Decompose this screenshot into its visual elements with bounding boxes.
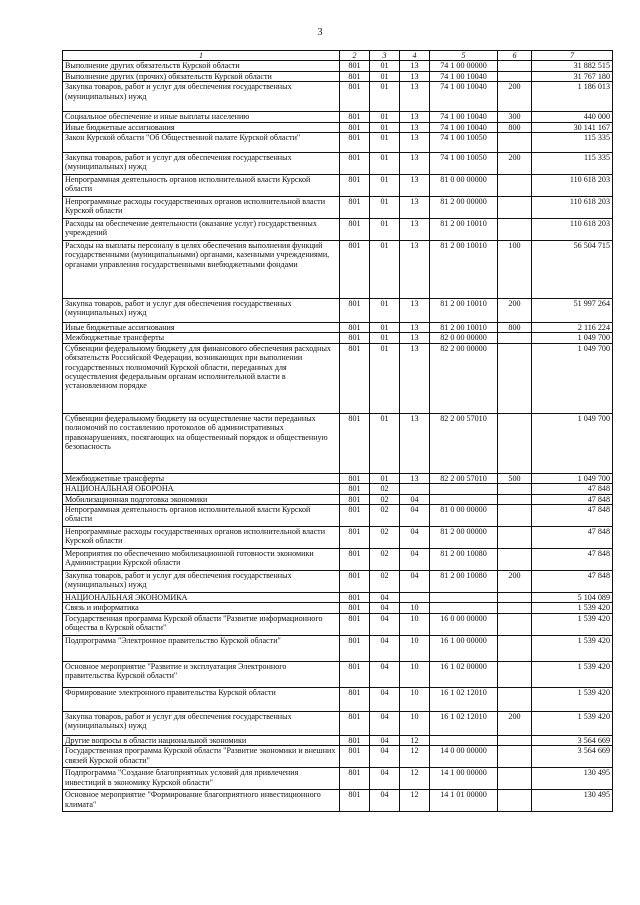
row-subsection-code: 10 [400,635,430,661]
row-name: Подпрограмма "Создание благоприятных условий для привлечения инвестиций в экономику Курской области" [63,768,340,790]
row-expense-type: 200 [498,153,532,175]
row-ministry-code: 801 [340,735,370,745]
row-section-code: 04 [370,593,400,603]
row-subsection-code: 04 [400,494,430,504]
table-row [63,768,613,790]
row-expense-type: 200 [498,82,532,112]
table-row [63,122,613,132]
table-row [63,241,613,299]
row-amount: 1 539 420 [532,711,613,735]
row-section-code: 02 [370,494,400,504]
row-section-code: 04 [370,746,400,768]
table-row [63,549,613,571]
row-target-code: 74 1 00 10040 [430,122,498,132]
row-subsection-code: 13 [400,343,430,413]
row-name: Формирование электронного правительства Курской области [63,687,340,711]
header-col-7: 7 [532,51,613,61]
row-name: Социальное обеспечение и иные выплаты населению [63,112,340,122]
table-row [63,613,613,635]
row-amount: 47 848 [532,549,613,571]
row-section-code: 01 [370,219,400,241]
row-section-code: 01 [370,133,400,153]
row-subsection-code: 13 [400,299,430,323]
row-expense-type [498,61,532,71]
row-amount: 130 495 [532,768,613,790]
row-ministry-code: 801 [340,661,370,687]
row-amount: 47 848 [532,505,613,527]
table-row [63,197,613,219]
row-subsection-code: 13 [400,197,430,219]
row-expense-type [498,768,532,790]
table-row [63,61,613,71]
row-subsection-code: 13 [400,323,430,333]
row-name: Иные бюджетные ассигнования [63,122,340,132]
row-expense-type [498,593,532,603]
row-section-code: 02 [370,505,400,527]
row-subsection-code: 12 [400,768,430,790]
row-expense-type: 800 [498,122,532,132]
row-expense-type: 800 [498,323,532,333]
table-row [63,175,613,197]
row-amount: 5 104 089 [532,593,613,603]
row-section-code: 01 [370,323,400,333]
table-row [63,153,613,175]
row-subsection-code: 10 [400,603,430,613]
row-target-code: 74 1 00 10040 [430,112,498,122]
row-section-code: 04 [370,735,400,745]
row-expense-type [498,484,532,494]
table-row [63,112,613,122]
row-expense-type [498,413,532,473]
row-target-code: 81 2 00 00000 [430,527,498,549]
row-target-code: 14 1 00 00000 [430,768,498,790]
row-expense-type: 200 [498,299,532,323]
row-amount: 1 049 700 [532,343,613,413]
budget-table [62,50,613,812]
row-ministry-code: 801 [340,219,370,241]
table-row [63,635,613,661]
row-amount: 1 539 420 [532,661,613,687]
row-subsection-code [400,484,430,494]
row-ministry-code: 801 [340,746,370,768]
row-ministry-code: 801 [340,61,370,71]
row-target-code [430,494,498,504]
row-ministry-code: 801 [340,122,370,132]
row-name: Закупка товаров, работ и услуг для обеспечения государственных (муниципальных) нужд [63,571,340,593]
row-section-code: 01 [370,343,400,413]
header-col-5: 5 [430,51,498,61]
row-subsection-code: 13 [400,112,430,122]
table-row [63,299,613,323]
table-row [63,333,613,343]
header-col-4: 4 [400,51,430,61]
row-name: Закон Курской области "Об Общественной палате Курской области" [63,133,340,153]
row-subsection-code: 13 [400,153,430,175]
row-subsection-code: 13 [400,413,430,473]
table-row [63,711,613,735]
row-ministry-code: 801 [340,549,370,571]
row-ministry-code: 801 [340,343,370,413]
row-ministry-code: 801 [340,71,370,81]
row-name: Выполнение других обязательств Курской области [63,61,340,71]
header-col-1: 1 [63,51,340,61]
row-name: Субвенции федеральному бюджету на осуществление части переданных полномочий по составлению протоколов об административных правонарушениях, посягающих на общественный порядок и общественную безопасность [63,413,340,473]
row-amount: 1 539 420 [532,613,613,635]
row-target-code: 81 2 00 10080 [430,571,498,593]
row-expense-type [498,735,532,745]
row-amount: 2 116 224 [532,323,613,333]
row-expense-type [498,505,532,527]
row-target-code: 81 2 00 10010 [430,299,498,323]
row-subsection-code: 10 [400,661,430,687]
header-col-6: 6 [498,51,532,61]
row-expense-type [498,613,532,635]
row-ministry-code: 801 [340,413,370,473]
row-expense-type [498,790,532,812]
row-ministry-code: 801 [340,790,370,812]
row-amount: 1 049 700 [532,473,613,483]
row-amount: 130 495 [532,790,613,812]
row-expense-type: 200 [498,571,532,593]
row-target-code [430,484,498,494]
row-target-code: 14 1 01 00000 [430,790,498,812]
row-amount: 1 049 700 [532,413,613,473]
table-row [63,473,613,483]
row-target-code [430,735,498,745]
row-name: Непрограммные расходы государственных органов исполнительной власти Курской области [63,527,340,549]
table-row [63,133,613,153]
row-subsection-code: 13 [400,71,430,81]
row-ministry-code: 801 [340,768,370,790]
row-subsection-code: 13 [400,219,430,241]
row-subsection-code: 13 [400,175,430,197]
row-name: Закупка товаров, работ и услуг для обеспечения государственных (муниципальных) нужд [63,711,340,735]
row-name: Государственная программа Курской области "Развитие экономики и внешних связей Курской области" [63,746,340,768]
row-expense-type [498,197,532,219]
row-amount: 110 618 203 [532,219,613,241]
row-subsection-code: 10 [400,613,430,635]
row-subsection-code: 13 [400,82,430,112]
row-section-code: 01 [370,413,400,473]
row-target-code: 81 2 00 10010 [430,323,498,333]
row-subsection-code: 13 [400,333,430,343]
row-ministry-code: 801 [340,635,370,661]
row-expense-type: 100 [498,241,532,299]
row-name: Межбюджетные трансферты [63,333,340,343]
row-expense-type [498,71,532,81]
row-amount: 1 539 420 [532,635,613,661]
table-row [63,71,613,81]
row-subsection-code: 12 [400,790,430,812]
row-target-code: 14 0 00 00000 [430,746,498,768]
row-name: Подпрограмма "Электронное правительство Курской области" [63,635,340,661]
row-amount: 47 848 [532,484,613,494]
row-subsection-code [400,593,430,603]
row-expense-type [498,603,532,613]
table-row [63,527,613,549]
row-name: Закупка товаров, работ и услуг для обеспечения государственных (муниципальных) нужд [63,299,340,323]
row-name: НАЦИОНАЛЬНАЯ ОБОРОНА [63,484,340,494]
row-name: Субвенции федеральному бюджету для финансового обеспечения расходных обязательств Российской Федерации, возникающих при выполнении государственных полномочий Курской области, переданных для осуществления федеральным органам исполнительной власти в установленном порядке [63,343,340,413]
row-expense-type [498,549,532,571]
table-row [63,687,613,711]
row-section-code: 02 [370,549,400,571]
row-target-code: 16 1 00 00000 [430,635,498,661]
row-name: НАЦИОНАЛЬНАЯ ЭКОНОМИКА [63,593,340,603]
row-ministry-code: 801 [340,613,370,635]
row-section-code: 02 [370,484,400,494]
row-section-code: 02 [370,527,400,549]
row-expense-type: 300 [498,112,532,122]
row-amount: 3 564 669 [532,746,613,768]
row-ministry-code: 801 [340,197,370,219]
row-section-code: 01 [370,112,400,122]
row-name: Непрограммные расходы государственных органов исполнительной власти Курской области [63,197,340,219]
table-row [63,735,613,745]
row-expense-type [498,333,532,343]
row-ministry-code: 801 [340,241,370,299]
row-target-code: 81 0 00 00000 [430,175,498,197]
row-amount: 1 539 420 [532,603,613,613]
row-subsection-code: 12 [400,735,430,745]
row-section-code: 04 [370,661,400,687]
row-expense-type [498,746,532,768]
table-row [63,343,613,413]
header-row [63,51,613,61]
row-name: Основное мероприятие "Развитие и эксплуатация Электронного правительства Курской области" [63,661,340,687]
row-amount: 115 335 [532,153,613,175]
row-target-code: 16 0 00 00000 [430,613,498,635]
row-name: Расходы на обеспечение деятельности (оказание услуг) государственных учреждений [63,219,340,241]
row-target-code: 81 0 00 00000 [430,505,498,527]
row-ministry-code: 801 [340,687,370,711]
row-section-code: 01 [370,175,400,197]
row-target-code: 81 2 00 10010 [430,219,498,241]
row-amount: 47 848 [532,527,613,549]
row-expense-type [498,219,532,241]
row-target-code: 81 2 00 00000 [430,197,498,219]
row-ministry-code: 801 [340,494,370,504]
row-target-code: 82 0 00 00000 [430,333,498,343]
row-subsection-code: 04 [400,527,430,549]
row-target-code: 16 1 02 12010 [430,711,498,735]
row-ministry-code: 801 [340,603,370,613]
row-section-code: 04 [370,603,400,613]
row-section-code: 01 [370,197,400,219]
table-row [63,219,613,241]
table-row [63,494,613,504]
row-amount: 56 504 715 [532,241,613,299]
row-section-code: 01 [370,71,400,81]
row-name: Закупка товаров, работ и услуг для обеспечения государственных (муниципальных) нужд [63,82,340,112]
table-row [63,323,613,333]
row-ministry-code: 801 [340,153,370,175]
row-name: Мобилизационная подготовка экономики [63,494,340,504]
row-section-code: 01 [370,82,400,112]
row-subsection-code: 04 [400,505,430,527]
row-section-code: 01 [370,61,400,71]
row-section-code: 01 [370,473,400,483]
row-section-code: 04 [370,790,400,812]
row-expense-type [498,343,532,413]
row-section-code: 04 [370,613,400,635]
row-target-code: 81 2 00 10010 [430,241,498,299]
row-ministry-code: 801 [340,299,370,323]
row-amount: 31 767 180 [532,71,613,81]
table-row [63,413,613,473]
table-row [63,484,613,494]
table-row [63,603,613,613]
row-expense-type [498,133,532,153]
row-ministry-code: 801 [340,484,370,494]
row-target-code: 74 1 00 10050 [430,153,498,175]
page-number: 3 [317,27,323,38]
row-expense-type [498,494,532,504]
row-target-code: 74 1 00 10040 [430,71,498,81]
row-target-code: 82 2 00 00000 [430,343,498,413]
row-expense-type [498,635,532,661]
row-name: Основное мероприятие "Формирование благоприятного инвестиционного климата" [63,790,340,812]
header-col-3: 3 [370,51,400,61]
row-subsection-code: 13 [400,133,430,153]
row-subsection-code: 10 [400,687,430,711]
row-expense-type: 500 [498,473,532,483]
row-name: Государственная программа Курской области "Развитие информационного общества в Курской области" [63,613,340,635]
table-row [63,82,613,112]
table-row [63,661,613,687]
row-ministry-code: 801 [340,593,370,603]
row-target-code: 74 1 00 10040 [430,82,498,112]
table-row [63,746,613,768]
row-amount: 31 882 515 [532,61,613,71]
row-section-code: 01 [370,241,400,299]
row-amount: 110 618 203 [532,197,613,219]
row-ministry-code: 801 [340,571,370,593]
row-section-code: 01 [370,333,400,343]
row-section-code: 01 [370,299,400,323]
row-ministry-code: 801 [340,473,370,483]
table-row [63,505,613,527]
row-ministry-code: 801 [340,82,370,112]
row-expense-type: 200 [498,711,532,735]
row-subsection-code: 13 [400,122,430,132]
row-target-code: 82 2 00 57010 [430,413,498,473]
row-subsection-code: 13 [400,241,430,299]
row-section-code: 01 [370,153,400,175]
row-target-code [430,603,498,613]
row-amount: 115 335 [532,133,613,153]
row-subsection-code: 04 [400,571,430,593]
row-name: Мероприятия по обеспечению мобилизационной готовности экономики Администрации Курской области [63,549,340,571]
row-name: Межбюджетные трансферты [63,473,340,483]
row-ministry-code: 801 [340,333,370,343]
table-row [63,571,613,593]
row-ministry-code: 801 [340,133,370,153]
row-amount: 30 141 167 [532,122,613,132]
row-name: Выполнение других (прочих) обязательств Курской области [63,71,340,81]
row-amount: 3 564 669 [532,735,613,745]
row-subsection-code: 13 [400,473,430,483]
row-name: Закупка товаров, работ и услуг для обеспечения государственных (муниципальных) нужд [63,153,340,175]
row-subsection-code: 12 [400,746,430,768]
row-amount: 1 186 013 [532,82,613,112]
row-section-code: 04 [370,687,400,711]
row-amount: 1 539 420 [532,687,613,711]
row-section-code: 01 [370,122,400,132]
table-row [63,593,613,603]
row-target-code: 82 2 00 57010 [430,473,498,483]
row-name: Расходы на выплаты персоналу в целях обеспечения выполнения функций государственными (муниципальными) органами, казенными учреждениями, органами управления государственными внебюджетными фондами [63,241,340,299]
row-ministry-code: 801 [340,112,370,122]
row-name: Непрограммная деятельность органов исполнительной власти Курской области [63,175,340,197]
table-row [63,790,613,812]
row-expense-type [498,527,532,549]
row-name: Связь и информатика [63,603,340,613]
row-name: Иные бюджетные ассигнования [63,323,340,333]
row-name: Другие вопросы в области национальной экономики [63,735,340,745]
row-ministry-code: 801 [340,175,370,197]
row-expense-type [498,175,532,197]
row-ministry-code: 801 [340,323,370,333]
row-target-code: 16 1 02 12010 [430,687,498,711]
row-subsection-code: 13 [400,61,430,71]
row-amount: 110 618 203 [532,175,613,197]
row-amount: 51 997 264 [532,299,613,323]
row-section-code: 04 [370,711,400,735]
row-amount: 47 848 [532,571,613,593]
row-ministry-code: 801 [340,505,370,527]
row-name: Непрограммная деятельность органов исполнительной власти Курской области [63,505,340,527]
row-subsection-code: 10 [400,711,430,735]
row-target-code: 16 1 02 00000 [430,661,498,687]
row-amount: 1 049 700 [532,333,613,343]
row-section-code: 02 [370,571,400,593]
row-section-code: 04 [370,635,400,661]
row-ministry-code: 801 [340,711,370,735]
header-col-2: 2 [340,51,370,61]
row-section-code: 04 [370,768,400,790]
row-expense-type [498,687,532,711]
row-amount: 47 848 [532,494,613,504]
row-subsection-code: 04 [400,549,430,571]
row-expense-type [498,661,532,687]
row-ministry-code: 801 [340,527,370,549]
row-amount: 440 000 [532,112,613,122]
row-target-code: 74 1 00 00000 [430,61,498,71]
row-target-code [430,593,498,603]
row-target-code: 74 1 00 10050 [430,133,498,153]
row-target-code: 81 2 00 10080 [430,549,498,571]
